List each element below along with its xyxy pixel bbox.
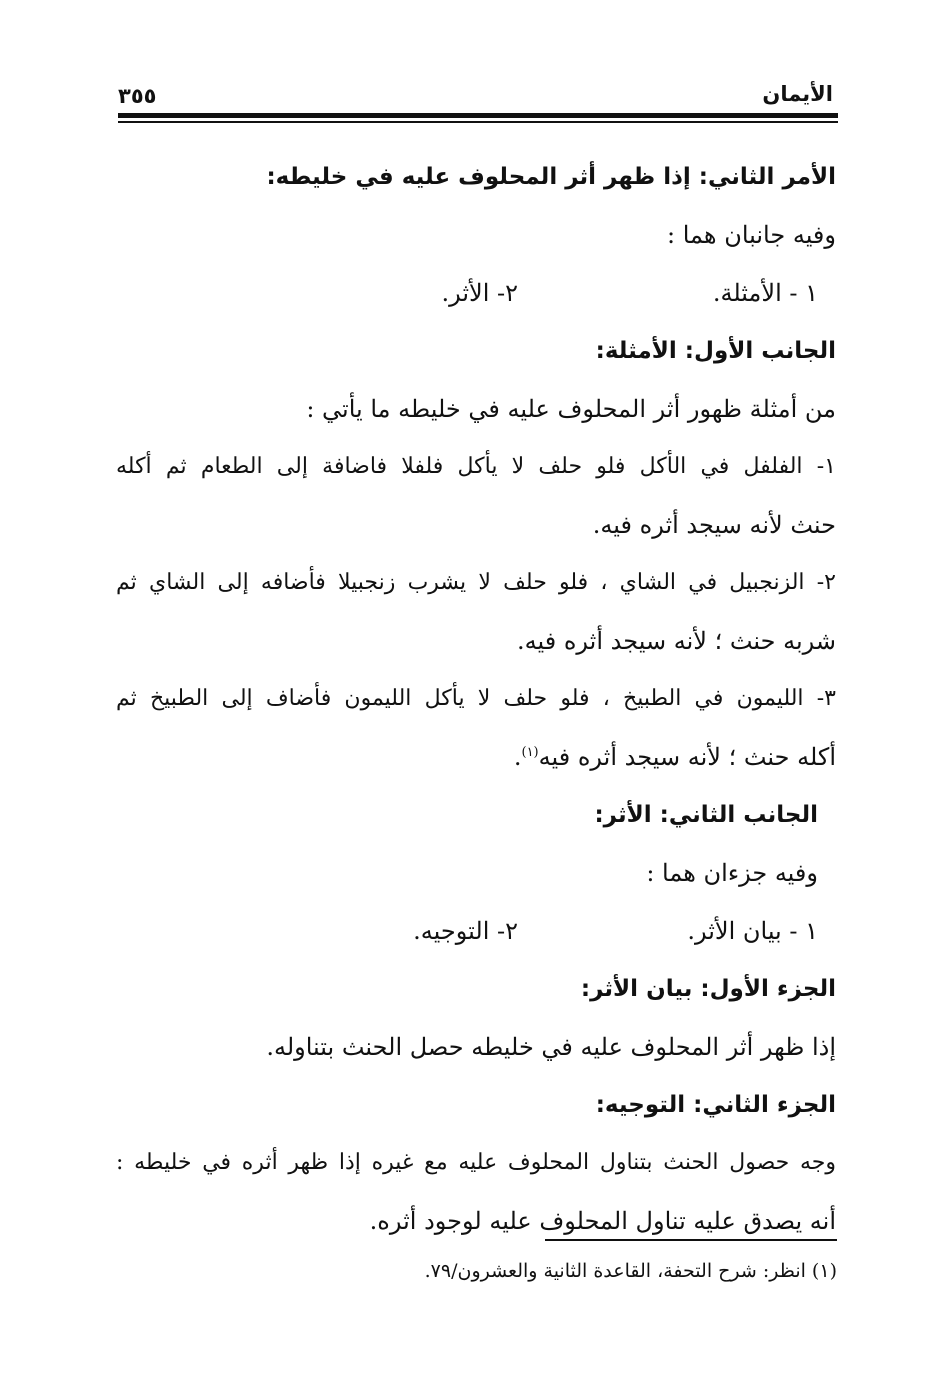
text-line: وجه حصول الحنث بتناول المحلوف عليه مع غيره إذا ظهر أثره في خليطه :	[116, 1150, 836, 1175]
footnote-separator	[545, 1239, 837, 1241]
text-line: أنه يصدق عليه تناول المحلوف عليه لوجود أثره.	[369, 1207, 836, 1235]
text-line: شربه حنث ؛ لأنه سيجد أثره فيه.	[517, 627, 836, 655]
page-number: ٣٥٥	[118, 84, 157, 108]
footnote: (١) انظر: شرح التحفة، القاعدة الثانية والعشرون/٧٩.	[424, 1260, 837, 1282]
header-rule-thin	[118, 121, 838, 123]
subheading: الجزء الثاني: التوجيه:	[595, 1092, 836, 1118]
text-line: حنث لأنه سيجد أثره فيه.	[592, 511, 836, 539]
enumeration-row	[116, 902, 836, 960]
text-line: من أمثلة ظهور أثر المحلوف عليه في خليطه ما يأتي :	[306, 395, 836, 423]
enum-item: ١ - بيان الأثر.	[687, 917, 818, 945]
text-line: ٢- الزنجبيل في الشاي ، فلو حلف لا يشرب زنجبيلا فأضافه إلى الشاي ثم	[116, 570, 836, 595]
text-line: ٣- الليمون في الطبيخ ، فلو حلف لا يأكل الليمون فأضاف إلى الطبيخ ثم	[116, 686, 836, 711]
enum-item: ١ - الأمثلة.	[712, 279, 818, 307]
text-line: وفيه جزءان هما :	[646, 859, 818, 887]
page-body	[116, 148, 836, 1250]
section-heading: الأمر الثاني: إذا ظهر أثر المحلوف عليه في خليطه:	[266, 164, 836, 190]
subheading: الجانب الأول: الأمثلة:	[595, 338, 836, 364]
subheading: الجانب الثاني: الأثر:	[594, 802, 818, 828]
running-header-title: الأيمان	[762, 82, 833, 106]
enumeration-row	[116, 264, 836, 322]
text-span: .	[513, 743, 522, 771]
enum-item: ٢- التوجيه.	[413, 917, 518, 945]
footnote-reference: (١)	[521, 745, 539, 760]
header-rule-thick	[118, 113, 838, 118]
text-line-with-footnote	[116, 728, 836, 786]
text-line: ١- الفلفل في الأكل فلو حلف لا يأكل فلفلا فاضافة إلى الطعام ثم أكله	[116, 454, 836, 479]
text-line: وفيه جانبان هما :	[667, 221, 836, 249]
subheading: الجزء الأول: بيان الأثر:	[580, 976, 836, 1002]
text-span: أكله حنث ؛ لأنه سيجد أثره فيه	[538, 743, 836, 771]
enum-item: ٢- الأثر.	[441, 279, 518, 307]
text-line: إذا ظهر أثر المحلوف عليه في خليطه حصل الحنث بتناوله.	[266, 1033, 836, 1061]
